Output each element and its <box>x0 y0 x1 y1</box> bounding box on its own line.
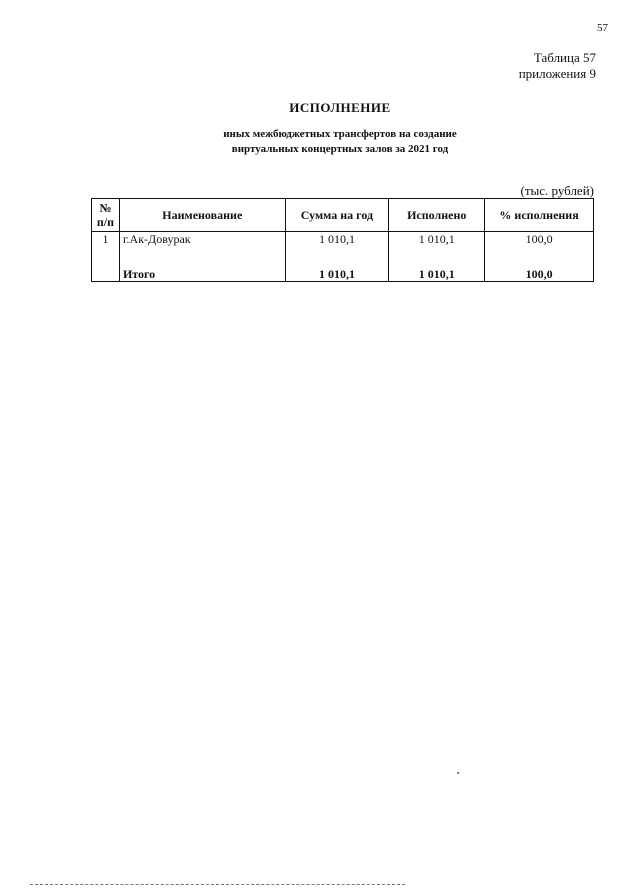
header-percent: % исполнения <box>485 199 594 232</box>
row-name: г.Ак-Довурак <box>122 232 191 246</box>
row-executed: 1 010,1 <box>418 232 455 246</box>
header-num-line2: п/п <box>96 215 115 229</box>
total-percent: 100,0 <box>525 267 553 281</box>
row-sum: 1 010,1 <box>318 232 355 246</box>
document-title: ИСПОЛНЕНИЕ <box>289 100 391 115</box>
units-label: (тыс. рублей) <box>520 183 594 198</box>
row-num: 1 <box>102 232 109 246</box>
page-number: 57 <box>597 22 608 34</box>
table-reference <box>519 50 596 82</box>
document-subtitle <box>0 127 640 157</box>
total-executed: 1 010,1 <box>418 267 455 281</box>
bottom-dashed-rule <box>30 884 405 885</box>
subtitle-line2: виртуальных концертных залов за 2021 год <box>231 143 449 155</box>
total-sum: 1 010,1 <box>318 267 355 281</box>
table-ref-line1: Таблица 57 <box>533 50 596 65</box>
row-percent-cell <box>485 232 594 282</box>
row-executed-cell <box>389 232 485 282</box>
header-executed: Исполнено <box>389 199 485 232</box>
table-header-row <box>92 199 594 232</box>
row-num-cell <box>92 232 120 282</box>
execution-table <box>91 198 594 282</box>
row-name-cell <box>119 232 285 282</box>
row-sum-cell <box>285 232 389 282</box>
header-num-line1: № <box>99 201 112 215</box>
row-percent: 100,0 <box>525 232 553 246</box>
scan-speck <box>457 772 459 774</box>
subtitle-line1: иных межбюджетных трансфертов на создание <box>223 128 457 140</box>
header-num <box>92 199 120 232</box>
header-sum: Сумма на год <box>285 199 389 232</box>
header-name: Наименование <box>119 199 285 232</box>
table-row <box>92 232 594 282</box>
total-name: Итого <box>122 267 156 281</box>
table-ref-line2: приложения 9 <box>518 66 596 81</box>
